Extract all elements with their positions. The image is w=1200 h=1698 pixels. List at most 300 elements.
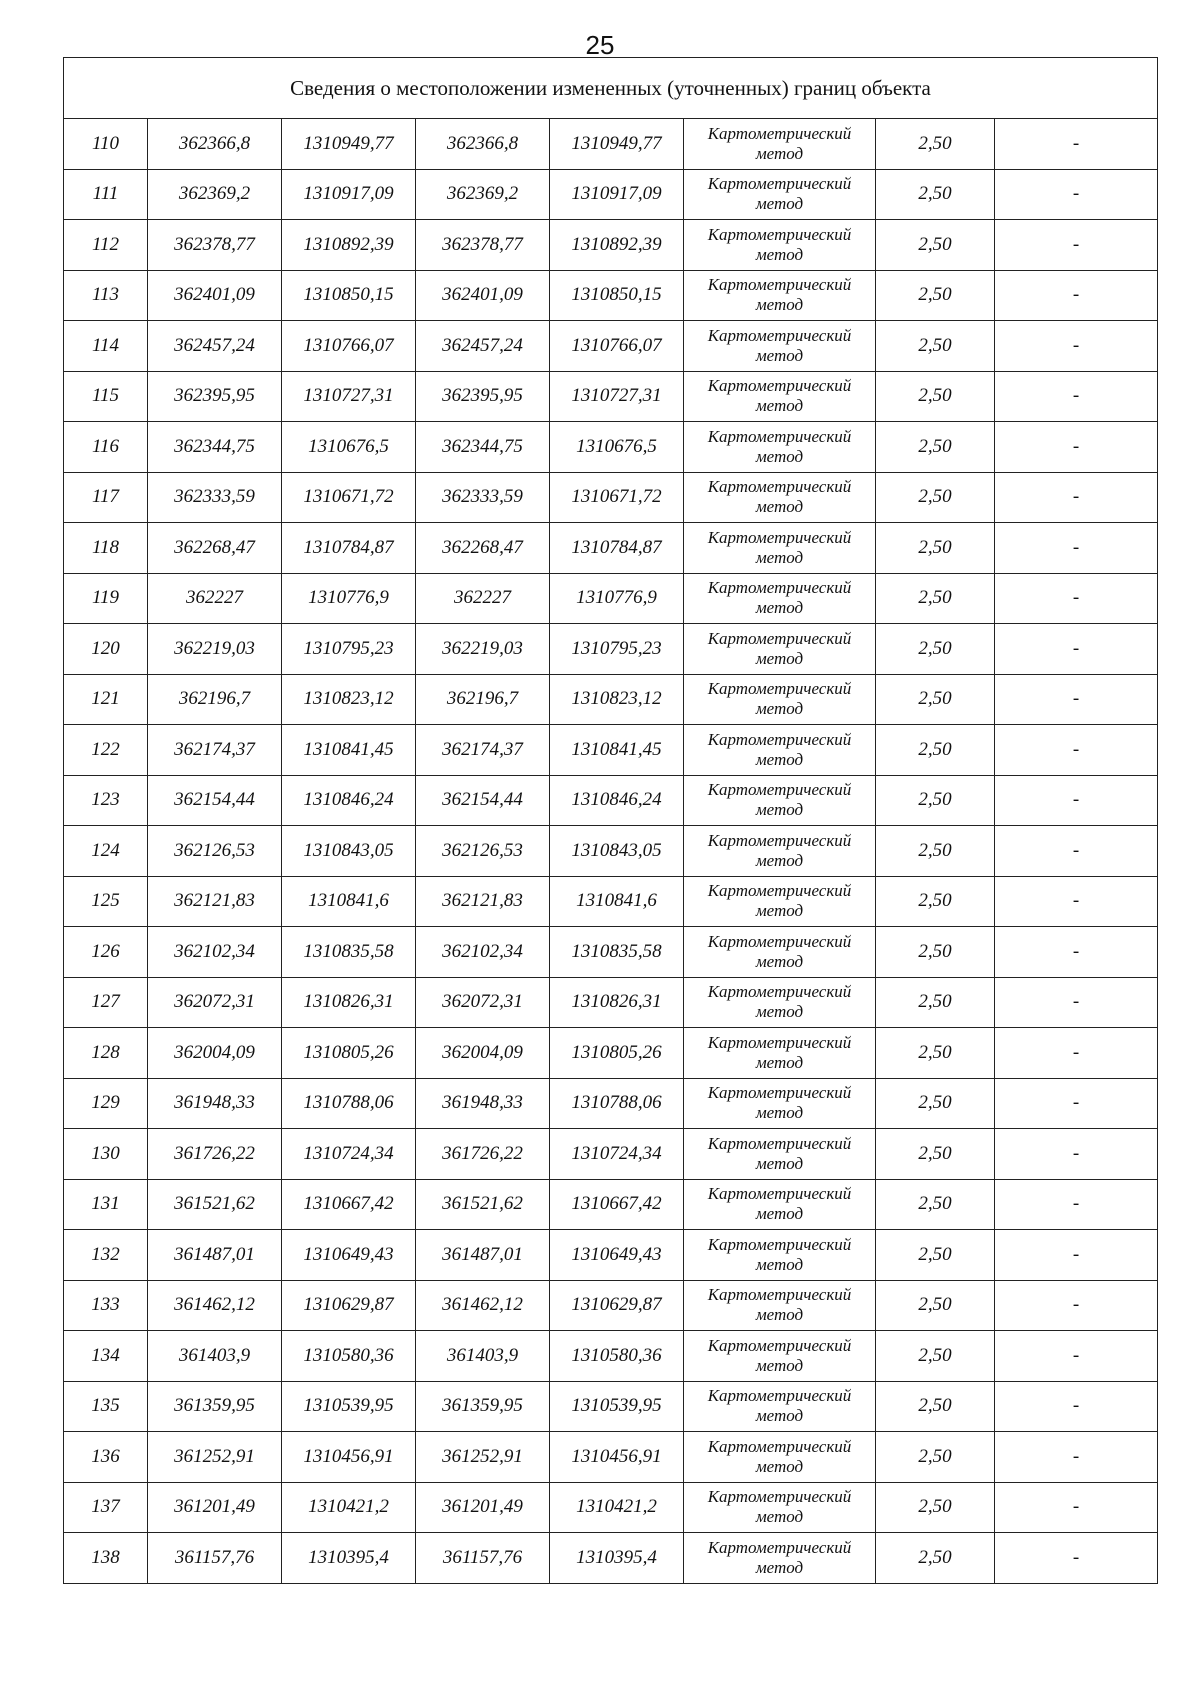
- method-text: метод: [755, 1557, 804, 1577]
- note-cell: -: [995, 927, 1158, 978]
- accuracy-cell: 2,50: [876, 321, 995, 372]
- table-row: [64, 624, 1158, 675]
- method-text: метод: [755, 901, 804, 921]
- refined-x-cell: 361521,62: [416, 1179, 550, 1230]
- table-row: [64, 826, 1158, 877]
- table-row: [64, 876, 1158, 927]
- existing-x-cell: 361521,62: [148, 1179, 282, 1230]
- point-number-cell: 134: [64, 1331, 148, 1382]
- accuracy-cell: 2,50: [876, 624, 995, 675]
- note-cell: -: [995, 624, 1158, 675]
- note-cell: -: [995, 1482, 1158, 1533]
- accuracy-cell: 2,50: [876, 1129, 995, 1180]
- point-number-cell: 132: [64, 1230, 148, 1281]
- refined-y-cell: 1310676,5: [550, 422, 684, 473]
- refined-x-cell: 362344,75: [416, 422, 550, 473]
- refined-y-cell: 1310727,31: [550, 371, 684, 422]
- refined-y-cell: 1310805,26: [550, 1028, 684, 1079]
- existing-y-cell: 1310776,9: [282, 573, 416, 624]
- accuracy-cell: 2,50: [876, 1230, 995, 1281]
- existing-x-cell: 362378,77: [148, 220, 282, 271]
- refined-y-cell: 1310667,42: [550, 1179, 684, 1230]
- point-number-cell: 136: [64, 1432, 148, 1483]
- existing-x-cell: 361403,9: [148, 1331, 282, 1382]
- note-cell: -: [995, 220, 1158, 271]
- point-number-cell: 137: [64, 1482, 148, 1533]
- refined-x-cell: 362369,2: [416, 169, 550, 220]
- point-number-cell: 112: [64, 220, 148, 271]
- accuracy-cell: 2,50: [876, 826, 995, 877]
- accuracy-cell: 2,50: [876, 1533, 995, 1584]
- point-number-cell: 111: [64, 169, 148, 220]
- existing-y-cell: 1310835,58: [282, 927, 416, 978]
- existing-y-cell: 1310671,72: [282, 472, 416, 523]
- existing-y-cell: 1310795,23: [282, 624, 416, 675]
- table-body: [64, 58, 1158, 1584]
- method-text: метод: [755, 194, 804, 214]
- existing-x-cell: 362219,03: [148, 624, 282, 675]
- method-cell: [684, 1482, 876, 1533]
- refined-y-cell: 1310580,36: [550, 1331, 684, 1382]
- existing-y-cell: 1310949,77: [282, 119, 416, 170]
- table-row: [64, 1179, 1158, 1230]
- note-cell: -: [995, 826, 1158, 877]
- refined-x-cell: 362366,8: [416, 119, 550, 170]
- existing-x-cell: 362121,83: [148, 876, 282, 927]
- point-number-cell: 119: [64, 573, 148, 624]
- method-text: метод: [755, 143, 804, 163]
- note-cell: -: [995, 169, 1158, 220]
- refined-x-cell: 362121,83: [416, 876, 550, 927]
- accuracy-cell: 2,50: [876, 1028, 995, 1079]
- accuracy-cell: 2,50: [876, 270, 995, 321]
- method-cell: [684, 674, 876, 725]
- refined-y-cell: 1310892,39: [550, 220, 684, 271]
- accuracy-cell: 2,50: [876, 1381, 995, 1432]
- existing-x-cell: 361359,95: [148, 1381, 282, 1432]
- point-number-cell: 129: [64, 1078, 148, 1129]
- table-title-row: [64, 58, 1158, 119]
- existing-x-cell: 362154,44: [148, 775, 282, 826]
- method-text: метод: [755, 951, 804, 971]
- note-cell: -: [995, 472, 1158, 523]
- existing-x-cell: 362268,47: [148, 523, 282, 574]
- note-cell: -: [995, 523, 1158, 574]
- existing-x-cell: 362369,2: [148, 169, 282, 220]
- refined-x-cell: 362395,95: [416, 371, 550, 422]
- method-text: Картометрический: [707, 1083, 852, 1103]
- method-text: Картометрический: [707, 174, 852, 194]
- existing-x-cell: 361252,91: [148, 1432, 282, 1483]
- table-row: [64, 1230, 1158, 1281]
- refined-x-cell: 361462,12: [416, 1280, 550, 1331]
- refined-y-cell: 1310841,45: [550, 725, 684, 776]
- table-row: [64, 119, 1158, 170]
- refined-x-cell: 362004,09: [416, 1028, 550, 1079]
- method-cell: [684, 119, 876, 170]
- method-text: Картометрический: [707, 578, 852, 598]
- note-cell: -: [995, 876, 1158, 927]
- refined-x-cell: 361948,33: [416, 1078, 550, 1129]
- method-text: метод: [755, 244, 804, 264]
- refined-y-cell: 1310823,12: [550, 674, 684, 725]
- method-cell: [684, 1078, 876, 1129]
- existing-x-cell: 362102,34: [148, 927, 282, 978]
- point-number-cell: 116: [64, 422, 148, 473]
- method-text: метод: [755, 345, 804, 365]
- table-row: [64, 1331, 1158, 1382]
- note-cell: -: [995, 1028, 1158, 1079]
- table-row: [64, 1381, 1158, 1432]
- method-text: Картометрический: [707, 1133, 852, 1153]
- method-cell: [684, 1533, 876, 1584]
- point-number-cell: 122: [64, 725, 148, 776]
- method-cell: [684, 876, 876, 927]
- method-text: метод: [755, 1002, 804, 1022]
- existing-x-cell: 361948,33: [148, 1078, 282, 1129]
- method-text: метод: [755, 1456, 804, 1476]
- method-cell: [684, 1179, 876, 1230]
- refined-x-cell: 362126,53: [416, 826, 550, 877]
- refined-x-cell: 361487,01: [416, 1230, 550, 1281]
- refined-y-cell: 1310766,07: [550, 321, 684, 372]
- method-text: Картометрический: [707, 123, 852, 143]
- accuracy-cell: 2,50: [876, 876, 995, 927]
- method-cell: [684, 1432, 876, 1483]
- existing-x-cell: 361487,01: [148, 1230, 282, 1281]
- method-text: метод: [755, 1305, 804, 1325]
- table-row: [64, 1533, 1158, 1584]
- existing-y-cell: 1310788,06: [282, 1078, 416, 1129]
- method-text: метод: [755, 1153, 804, 1173]
- method-cell: [684, 422, 876, 473]
- refined-x-cell: 362378,77: [416, 220, 550, 271]
- existing-y-cell: 1310395,4: [282, 1533, 416, 1584]
- method-text: метод: [755, 1204, 804, 1224]
- method-text: метод: [755, 1507, 804, 1527]
- method-cell: [684, 270, 876, 321]
- method-text: Картометрический: [707, 931, 852, 951]
- method-cell: [684, 573, 876, 624]
- accuracy-cell: 2,50: [876, 977, 995, 1028]
- point-number-cell: 110: [64, 119, 148, 170]
- method-text: метод: [755, 1355, 804, 1375]
- method-text: Картометрический: [707, 1537, 852, 1557]
- method-cell: [684, 826, 876, 877]
- accuracy-cell: 2,50: [876, 573, 995, 624]
- point-number-cell: 115: [64, 371, 148, 422]
- existing-y-cell: 1310826,31: [282, 977, 416, 1028]
- method-text: метод: [755, 1254, 804, 1274]
- note-cell: -: [995, 1078, 1158, 1129]
- point-number-cell: 130: [64, 1129, 148, 1180]
- table-row: [64, 1482, 1158, 1533]
- note-cell: -: [995, 1533, 1158, 1584]
- refined-y-cell: 1310917,09: [550, 169, 684, 220]
- refined-x-cell: 361403,9: [416, 1331, 550, 1382]
- method-text: метод: [755, 497, 804, 517]
- table-row: [64, 321, 1158, 372]
- existing-x-cell: 362344,75: [148, 422, 282, 473]
- method-text: Картометрический: [707, 325, 852, 345]
- refined-y-cell: 1310421,2: [550, 1482, 684, 1533]
- refined-y-cell: 1310846,24: [550, 775, 684, 826]
- table-row: [64, 220, 1158, 271]
- existing-y-cell: 1310727,31: [282, 371, 416, 422]
- accuracy-cell: 2,50: [876, 371, 995, 422]
- note-cell: -: [995, 321, 1158, 372]
- method-text: Картометрический: [707, 1032, 852, 1052]
- refined-x-cell: 362457,24: [416, 321, 550, 372]
- method-text: Картометрический: [707, 1184, 852, 1204]
- existing-y-cell: 1310805,26: [282, 1028, 416, 1079]
- point-number-cell: 125: [64, 876, 148, 927]
- existing-y-cell: 1310892,39: [282, 220, 416, 271]
- accuracy-cell: 2,50: [876, 472, 995, 523]
- method-cell: [684, 472, 876, 523]
- method-cell: [684, 1028, 876, 1079]
- method-text: метод: [755, 396, 804, 416]
- method-text: Картометрический: [707, 830, 852, 850]
- method-text: Картометрический: [707, 881, 852, 901]
- table-row: [64, 1280, 1158, 1331]
- method-text: Картометрический: [707, 729, 852, 749]
- method-text: Картометрический: [707, 527, 852, 547]
- method-cell: [684, 220, 876, 271]
- note-cell: -: [995, 1179, 1158, 1230]
- existing-x-cell: 362366,8: [148, 119, 282, 170]
- table-row: [64, 169, 1158, 220]
- existing-x-cell: 362333,59: [148, 472, 282, 523]
- point-number-cell: 113: [64, 270, 148, 321]
- refined-y-cell: 1310776,9: [550, 573, 684, 624]
- existing-y-cell: 1310784,87: [282, 523, 416, 574]
- table-row: [64, 472, 1158, 523]
- refined-y-cell: 1310843,05: [550, 826, 684, 877]
- method-text: Картометрический: [707, 1234, 852, 1254]
- point-number-cell: 118: [64, 523, 148, 574]
- note-cell: -: [995, 1280, 1158, 1331]
- existing-y-cell: 1310676,5: [282, 422, 416, 473]
- method-text: Картометрический: [707, 628, 852, 648]
- method-cell: [684, 1381, 876, 1432]
- method-cell: [684, 725, 876, 776]
- refined-y-cell: 1310629,87: [550, 1280, 684, 1331]
- existing-x-cell: 362174,37: [148, 725, 282, 776]
- method-text: Картометрический: [707, 275, 852, 295]
- method-cell: [684, 321, 876, 372]
- table-row: [64, 977, 1158, 1028]
- refined-x-cell: 362174,37: [416, 725, 550, 776]
- method-text: метод: [755, 1406, 804, 1426]
- method-text: метод: [755, 648, 804, 668]
- table-row: [64, 1432, 1158, 1483]
- accuracy-cell: 2,50: [876, 1179, 995, 1230]
- point-number-cell: 135: [64, 1381, 148, 1432]
- method-text: Картометрический: [707, 477, 852, 497]
- refined-y-cell: 1310826,31: [550, 977, 684, 1028]
- point-number-cell: 128: [64, 1028, 148, 1079]
- table-row: [64, 371, 1158, 422]
- method-cell: [684, 977, 876, 1028]
- method-cell: [684, 775, 876, 826]
- point-number-cell: 117: [64, 472, 148, 523]
- method-cell: [684, 1129, 876, 1180]
- note-cell: -: [995, 1230, 1158, 1281]
- refined-x-cell: 361359,95: [416, 1381, 550, 1432]
- method-text: метод: [755, 547, 804, 567]
- refined-x-cell: 362196,7: [416, 674, 550, 725]
- method-text: Картометрический: [707, 1436, 852, 1456]
- method-text: метод: [755, 749, 804, 769]
- refined-y-cell: 1310784,87: [550, 523, 684, 574]
- accuracy-cell: 2,50: [876, 927, 995, 978]
- method-text: метод: [755, 699, 804, 719]
- accuracy-cell: 2,50: [876, 220, 995, 271]
- existing-y-cell: 1310841,6: [282, 876, 416, 927]
- accuracy-cell: 2,50: [876, 725, 995, 776]
- note-cell: -: [995, 977, 1158, 1028]
- existing-x-cell: 361726,22: [148, 1129, 282, 1180]
- existing-x-cell: 361157,76: [148, 1533, 282, 1584]
- accuracy-cell: 2,50: [876, 1331, 995, 1382]
- refined-x-cell: 362219,03: [416, 624, 550, 675]
- existing-y-cell: 1310724,34: [282, 1129, 416, 1180]
- refined-y-cell: 1310795,23: [550, 624, 684, 675]
- method-text: Картометрический: [707, 376, 852, 396]
- refined-x-cell: 362072,31: [416, 977, 550, 1028]
- table-row: [64, 270, 1158, 321]
- page-number: 25: [585, 30, 615, 60]
- table-row: [64, 674, 1158, 725]
- refined-y-cell: 1310649,43: [550, 1230, 684, 1281]
- table-row: [64, 1078, 1158, 1129]
- existing-y-cell: 1310841,45: [282, 725, 416, 776]
- refined-y-cell: 1310835,58: [550, 927, 684, 978]
- existing-y-cell: 1310456,91: [282, 1432, 416, 1483]
- refined-y-cell: 1310949,77: [550, 119, 684, 170]
- table-row: [64, 725, 1158, 776]
- point-number-cell: 123: [64, 775, 148, 826]
- method-cell: [684, 927, 876, 978]
- refined-x-cell: 362227: [416, 573, 550, 624]
- point-number-cell: 120: [64, 624, 148, 675]
- table-row: [64, 422, 1158, 473]
- existing-x-cell: 361462,12: [148, 1280, 282, 1331]
- note-cell: -: [995, 422, 1158, 473]
- refined-x-cell: 361157,76: [416, 1533, 550, 1584]
- refined-x-cell: 361252,91: [416, 1432, 550, 1483]
- point-number-cell: 126: [64, 927, 148, 978]
- accuracy-cell: 2,50: [876, 1482, 995, 1533]
- existing-x-cell: 362004,09: [148, 1028, 282, 1079]
- existing-y-cell: 1310580,36: [282, 1331, 416, 1382]
- accuracy-cell: 2,50: [876, 1280, 995, 1331]
- note-cell: -: [995, 1331, 1158, 1382]
- boundary-coordinates-table: [63, 57, 1158, 1584]
- existing-x-cell: 362227: [148, 573, 282, 624]
- method-text: Картометрический: [707, 780, 852, 800]
- method-text: Картометрический: [707, 1335, 852, 1355]
- existing-y-cell: 1310649,43: [282, 1230, 416, 1281]
- note-cell: -: [995, 119, 1158, 170]
- refined-y-cell: 1310788,06: [550, 1078, 684, 1129]
- point-number-cell: 138: [64, 1533, 148, 1584]
- point-number-cell: 127: [64, 977, 148, 1028]
- existing-y-cell: 1310846,24: [282, 775, 416, 826]
- existing-x-cell: 361201,49: [148, 1482, 282, 1533]
- accuracy-cell: 2,50: [876, 1078, 995, 1129]
- method-text: Картометрический: [707, 679, 852, 699]
- refined-y-cell: 1310850,15: [550, 270, 684, 321]
- method-cell: [684, 169, 876, 220]
- method-cell: [684, 624, 876, 675]
- existing-x-cell: 362395,95: [148, 371, 282, 422]
- refined-x-cell: 361201,49: [416, 1482, 550, 1533]
- existing-y-cell: 1310667,42: [282, 1179, 416, 1230]
- existing-y-cell: 1310843,05: [282, 826, 416, 877]
- existing-y-cell: 1310850,15: [282, 270, 416, 321]
- method-text: метод: [755, 1103, 804, 1123]
- point-number-cell: 121: [64, 674, 148, 725]
- accuracy-cell: 2,50: [876, 523, 995, 574]
- existing-x-cell: 362126,53: [148, 826, 282, 877]
- existing-x-cell: 362457,24: [148, 321, 282, 372]
- refined-y-cell: 1310671,72: [550, 472, 684, 523]
- refined-y-cell: 1310841,6: [550, 876, 684, 927]
- method-text: Картометрический: [707, 224, 852, 244]
- method-text: Картометрический: [707, 426, 852, 446]
- existing-y-cell: 1310823,12: [282, 674, 416, 725]
- method-cell: [684, 371, 876, 422]
- point-number-cell: 114: [64, 321, 148, 372]
- method-text: метод: [755, 295, 804, 315]
- table-row: [64, 775, 1158, 826]
- accuracy-cell: 2,50: [876, 169, 995, 220]
- refined-y-cell: 1310539,95: [550, 1381, 684, 1432]
- note-cell: -: [995, 674, 1158, 725]
- method-text: Картометрический: [707, 1285, 852, 1305]
- table-row: [64, 1028, 1158, 1079]
- method-text: метод: [755, 446, 804, 466]
- method-text: Картометрический: [707, 1487, 852, 1507]
- refined-y-cell: 1310395,4: [550, 1533, 684, 1584]
- method-text: Картометрический: [707, 982, 852, 1002]
- point-number-cell: 131: [64, 1179, 148, 1230]
- accuracy-cell: 2,50: [876, 674, 995, 725]
- note-cell: -: [995, 725, 1158, 776]
- point-number-cell: 133: [64, 1280, 148, 1331]
- method-text: метод: [755, 598, 804, 618]
- note-cell: -: [995, 371, 1158, 422]
- note-cell: -: [995, 270, 1158, 321]
- note-cell: -: [995, 1129, 1158, 1180]
- method-cell: [684, 1230, 876, 1281]
- accuracy-cell: 2,50: [876, 422, 995, 473]
- note-cell: -: [995, 573, 1158, 624]
- table-row: [64, 523, 1158, 574]
- method-text: Картометрический: [707, 1386, 852, 1406]
- table-row: [64, 927, 1158, 978]
- refined-x-cell: 362401,09: [416, 270, 550, 321]
- method-cell: [684, 1331, 876, 1382]
- refined-x-cell: 362102,34: [416, 927, 550, 978]
- refined-x-cell: 362268,47: [416, 523, 550, 574]
- table-title: Сведения о местоположении измененных (уточненных) границ объекта: [64, 58, 1158, 119]
- existing-y-cell: 1310917,09: [282, 169, 416, 220]
- existing-y-cell: 1310629,87: [282, 1280, 416, 1331]
- refined-x-cell: 361726,22: [416, 1129, 550, 1180]
